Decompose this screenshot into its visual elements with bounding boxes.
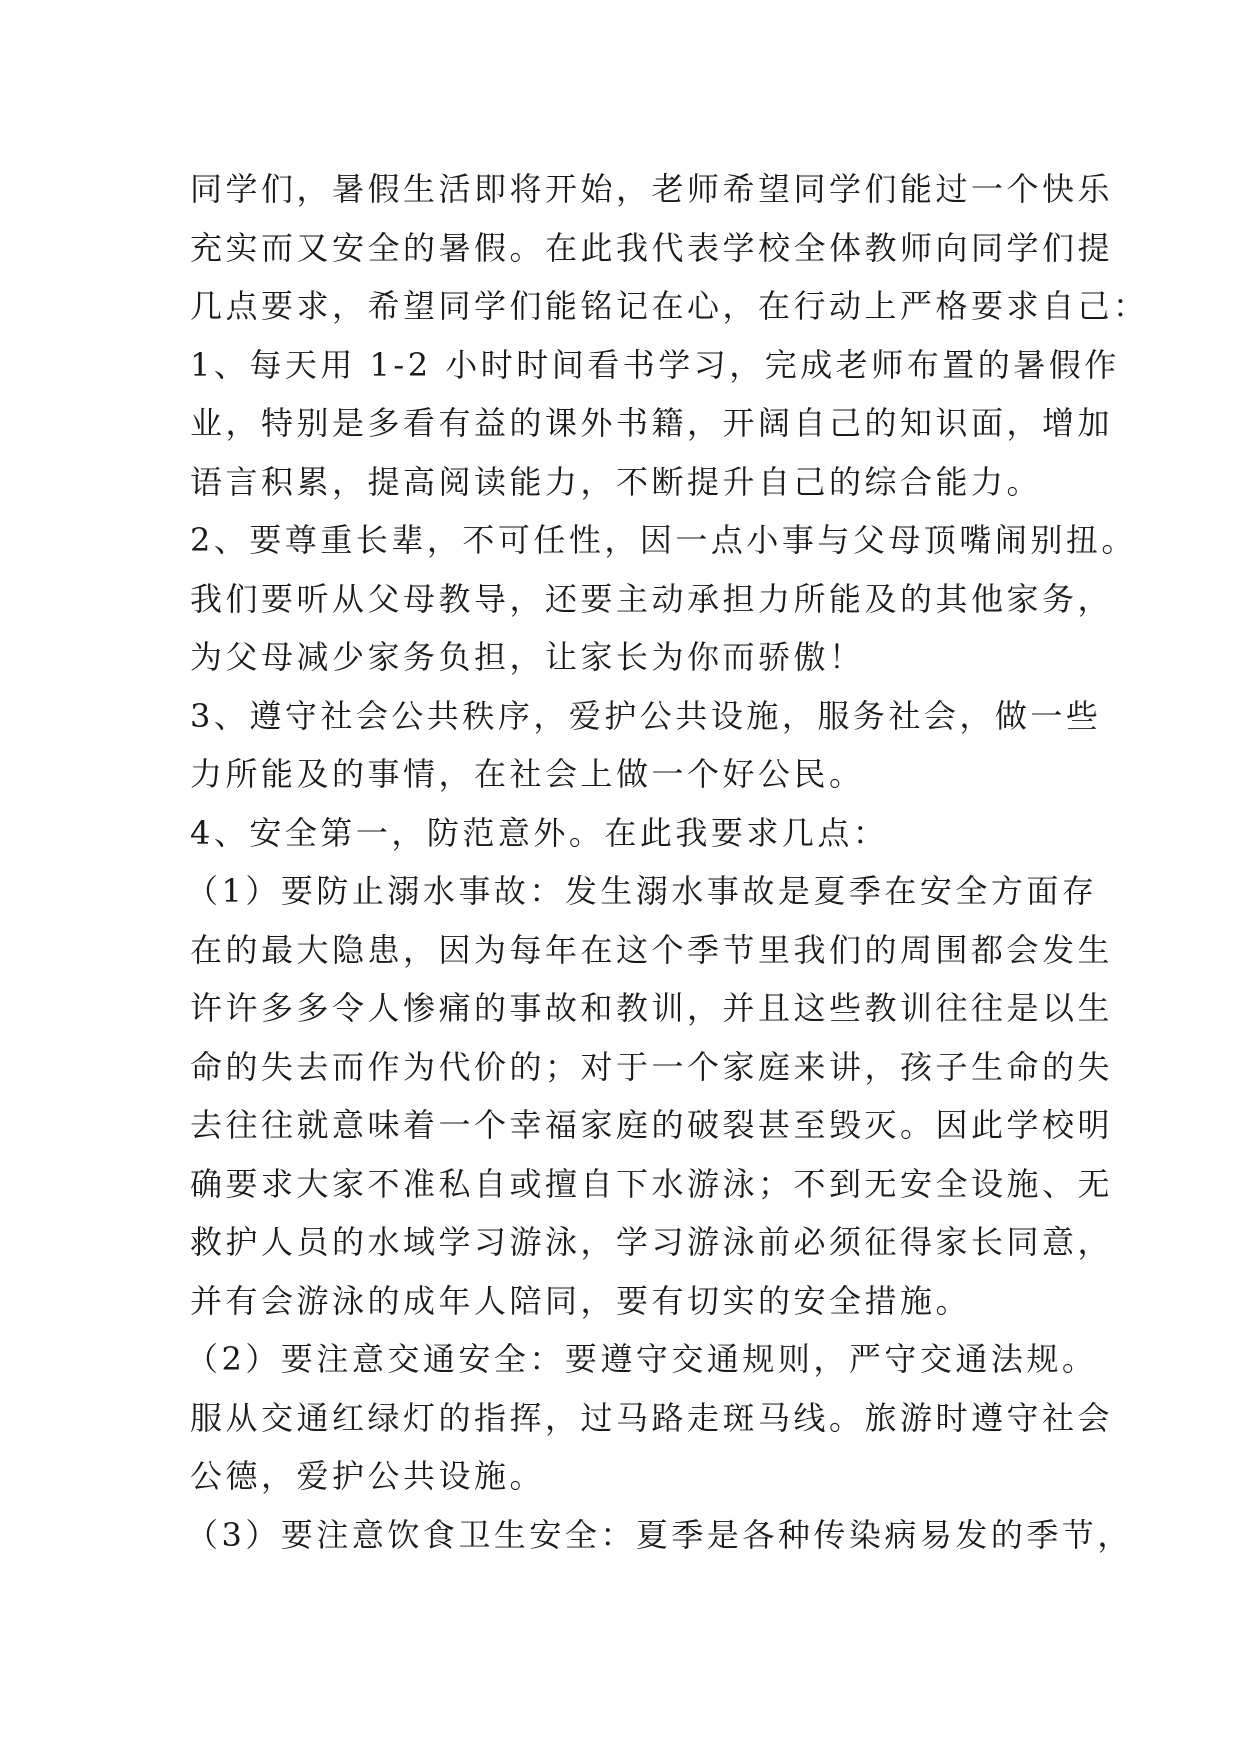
list-item-3: 3、遵守社会公共秩序，爱护公共设施，服务社会，做一些 [190, 696, 1102, 735]
text-line: 命的失去而作为代价的；对于一个家庭来讲，孩子生命的失 [190, 1047, 1114, 1086]
text-line: 确要求大家不准私自或擅自下水游泳；不到无安全设施、无 [190, 1164, 1114, 1203]
text-line: 许许多多令人惨痛的事故和教训，并且这些教训往往是以生 [190, 989, 1114, 1027]
sub-item-1: （1）要防止溺水事故：发生溺水事故是夏季在安全方面存 [186, 872, 1098, 910]
text-line: 去往往就意味着一个幸福家庭的破裂甚至毁灭。因此学校明 [190, 1106, 1114, 1144]
text-line: 并有会游泳的成年人陪同，要有切实的安全措施。 [190, 1281, 972, 1320]
text-line: 几点要求，希望同学们能铭记在心，在行动上严格要求自己： [190, 287, 1149, 325]
list-item-4: 4、安全第一，防范意外。在此我要求几点： [190, 813, 889, 852]
sub-item-3: （3）要注意饮食卫生安全：夏季是各种传染病易发的季节， [186, 1515, 1133, 1554]
text-line: 公德，爱护公共设施。 [190, 1457, 546, 1495]
text-line: 服从交通红绿灯的指挥，过马路走斑马线。旅游时遵守社会 [190, 1398, 1114, 1437]
text-line: 在的最大隐患，因为每年在这个季节里我们的周围都会发生 [190, 930, 1114, 969]
text-line: 充实而又安全的暑假。在此我代表学校全体教师向同学们提 [190, 228, 1114, 267]
text-line: 救护人员的水域学习游泳，学习游泳前必须征得家长同意， [190, 1223, 1114, 1261]
list-item-1: 1、每天用 1-2 小时时间看书学习，完成老师布置的暑假作 [190, 345, 1120, 384]
sub-item-2: （2）要注意交通安全：要遵守交通规则，严守交通法规。 [186, 1340, 1098, 1378]
text-line: 力所能及的事情，在社会上做一个好公民。 [190, 755, 865, 793]
text-line: 为父母减少家务负担，让家长为你而骄傲！ [190, 638, 865, 676]
list-item-2: 2、要尊重长辈，不可任性，因一点小事与父母顶嘴闹别扭。 [190, 521, 1137, 559]
text-line: 业，特别是多看有益的课外书籍，开阔自己的知识面，增加 [190, 404, 1114, 442]
text-line: 语言积累，提高阅读能力，不断提升自己的综合能力。 [190, 462, 1043, 501]
document-body [186, 160, 1149, 1564]
text-line: 我们要听从父母教导，还要主动承担力所能及的其他家务， [190, 579, 1114, 618]
text-line: 同学们，暑假生活即将开始，老师希望同学们能过一个快乐 [190, 170, 1114, 208]
